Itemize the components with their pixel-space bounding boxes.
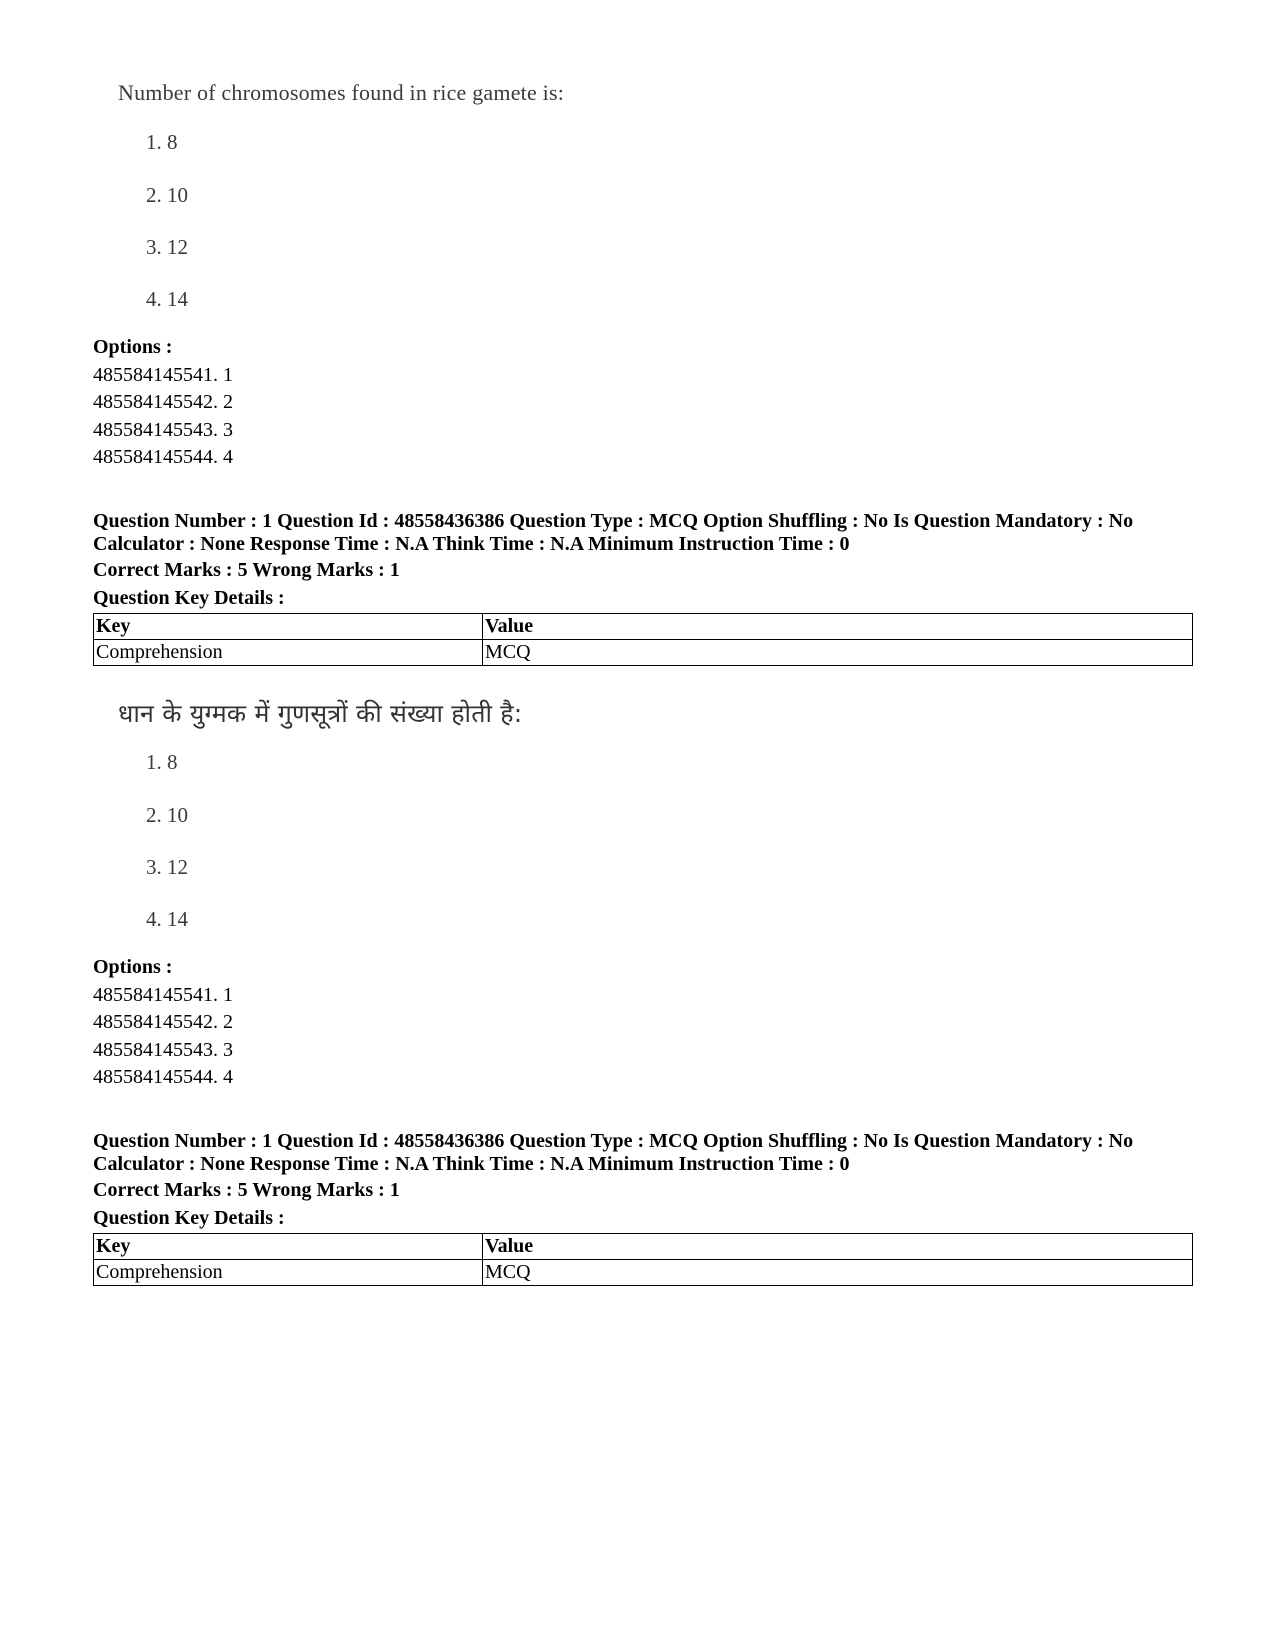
option-id-2: 485584145542. 2 [93, 1011, 233, 1033]
question-option-2: 2. 10 [146, 803, 188, 827]
question-meta-line-1: Question Number : 1 Question Id : 48558436386 Question Type : MCQ Option Shuffling : No Is Question Mandatory : No [93, 1130, 1134, 1152]
marks-line: Correct Marks : 5 Wrong Marks : 1 [93, 559, 400, 581]
question-option-3: 3. 12 [146, 855, 188, 879]
option-id-4: 485584145544. 4 [93, 1066, 233, 1088]
option-id-3: 485584145543. 3 [93, 1039, 233, 1061]
marks-line: Correct Marks : 5 Wrong Marks : 1 [93, 1179, 400, 1201]
question-image-english [118, 80, 564, 106]
question-meta-line-1: Question Number : 1 Question Id : 48558436386 Question Type : MCQ Option Shuffling : No Is Question Mandatory : No [93, 510, 1134, 532]
options-label: Options : [93, 336, 173, 358]
option-id-1: 485584145541. 1 [93, 984, 233, 1006]
question-option-4: 4. 14 [146, 287, 188, 311]
question-option-1: 1. 8 [146, 750, 178, 774]
question-option-3: 3. 12 [146, 235, 188, 259]
table-cell-value: MCQ [483, 640, 1193, 666]
table-header-row [94, 1234, 1193, 1260]
question-text: Number of chromosomes found in rice gamete is: [118, 80, 565, 105]
table-header-value: Value [483, 1234, 1193, 1260]
option-id-1: 485584145541. 1 [93, 364, 233, 386]
table-cell-value: MCQ [483, 1260, 1193, 1286]
table-header-value: Value [483, 614, 1193, 640]
question-option-1: 1. 8 [146, 130, 178, 154]
table-row [94, 1260, 1193, 1286]
question-text: धान के युग्मक में गुणसूत्रों की संख्या होती है: [118, 699, 523, 728]
table-row [94, 640, 1193, 666]
question-image-hindi [118, 696, 522, 730]
table-header-row [94, 614, 1193, 640]
key-details-table [93, 1233, 1193, 1286]
question-option-4: 4. 14 [146, 907, 188, 931]
table-cell-key: Comprehension [94, 1260, 483, 1286]
question-meta-line-2: Calculator : None Response Time : N.A Think Time : N.A Minimum Instruction Time : 0 [93, 533, 850, 555]
options-label: Options : [93, 956, 173, 978]
key-details-label: Question Key Details : [93, 587, 285, 609]
option-id-3: 485584145543. 3 [93, 419, 233, 441]
option-id-4: 485584145544. 4 [93, 446, 233, 468]
question-option-2: 2. 10 [146, 183, 188, 207]
key-details-label: Question Key Details : [93, 1207, 285, 1229]
question-meta-line-2: Calculator : None Response Time : N.A Think Time : N.A Minimum Instruction Time : 0 [93, 1153, 850, 1175]
table-cell-key: Comprehension [94, 640, 483, 666]
key-details-table [93, 613, 1193, 666]
table-header-key: Key [94, 614, 483, 640]
option-id-2: 485584145542. 2 [93, 391, 233, 413]
table-header-key: Key [94, 1234, 483, 1260]
